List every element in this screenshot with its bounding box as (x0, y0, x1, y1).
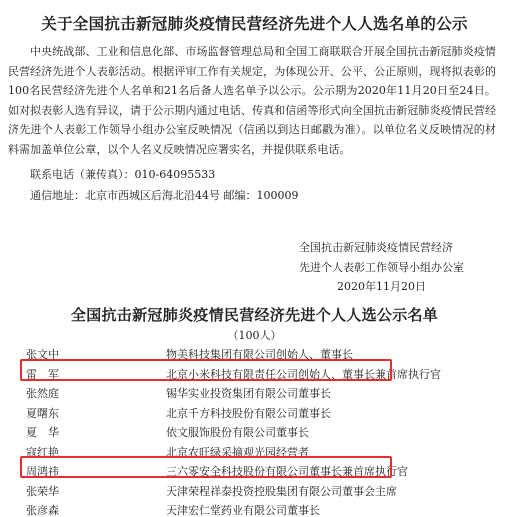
notice-body: 中央统战部、工业和信息化部、市场监督管理总局和全国工商联联合开展全国抗击新冠肺炎疫情民营经济先进个人表彰活动。根据评审工作有关规定，为体现公开、公平、公正原则，现将拟表彰的100名民营经济先进个人名单和21名后备人选名单予以公示。公示期为2020年11月20日至24日。如对拟表彰人选有异议，请于公示期内通过电话、传真和信函等形式向全国抗击新冠肺炎疫情民营经济先进个人表彰工作领导小组办公室反映情况（信函以到达日邮戳为准）。以单位名义反映情况的材料需加盖单位公章，以个人名义反映情况应署实名，并提供联系电话。 (8, 45, 496, 156)
nominee-name: 寇红艳 (26, 445, 59, 459)
nominee-name: 周鸿祎 (26, 465, 59, 478)
signoff (299, 238, 479, 297)
nominee-name: 张然庭 (26, 387, 59, 400)
nominee-title: 锡华实业投资集团有限公司董事长 (166, 387, 331, 400)
nominee-title: 物美科技集团有限公司创始人、董事长 (166, 348, 353, 361)
notice-title: 关于全国抗击新冠肺炎疫情民营经济先进个人人选名单的公示 (41, 14, 468, 33)
nominee-row (0, 501, 509, 517)
nominee-name: 夏曙东 (26, 406, 59, 420)
nominee-row (0, 423, 509, 443)
contact-phone: 联系电话（兼传真）：010-64095533 (30, 168, 216, 181)
signoff-org-line2: 先进个人表彰工作领导小组办公室 (299, 260, 464, 274)
nominee-row (0, 404, 509, 424)
nominee-title: 北京小米科技有限责任公司创始人、董事长兼首席执行官 (166, 367, 441, 381)
nominee-name: 张彦森 (26, 504, 59, 517)
nominee-name: 张文中 (26, 348, 59, 361)
nominee-title: 天津荣程祥泰投资控股集团有限公司董事会主席 (166, 484, 397, 498)
nominee-row (0, 482, 509, 502)
nominee-title: 三六零安全科技股份有限公司董事长兼首席执行官 (166, 465, 408, 478)
signoff-org-line1: 全国抗击新冠肺炎疫情民营经济 (299, 241, 453, 254)
signoff-date: 2020年11月20日 (337, 280, 426, 293)
highlight-box-zhou-hongyi (20, 456, 392, 478)
nominee-name: 夏 华 (26, 426, 59, 439)
nominee-row (0, 384, 509, 404)
contact-address: 通信地址：北京市西城区后海北沿44号 邮编：100009 (30, 189, 299, 202)
nominee-title: 依文服饰股份有限公司董事长 (166, 426, 309, 439)
nominee-title: 天津宏仁堂药业有限公司董事长 (166, 504, 320, 517)
nominee-name: 张荣华 (26, 484, 59, 498)
list-title: 全国抗击新冠肺炎疫情民营经济先进个人人选公示名单 (70, 306, 439, 324)
nominee-title: 北京农旺绿采摘观光园经营者 (166, 445, 309, 459)
nominee-name: 雷 军 (26, 367, 59, 381)
list-count: （100人） (227, 329, 282, 342)
highlight-box-lei-jun (20, 359, 392, 381)
nominee-title: 北京千方科技股份有限公司董事长 (166, 406, 331, 420)
